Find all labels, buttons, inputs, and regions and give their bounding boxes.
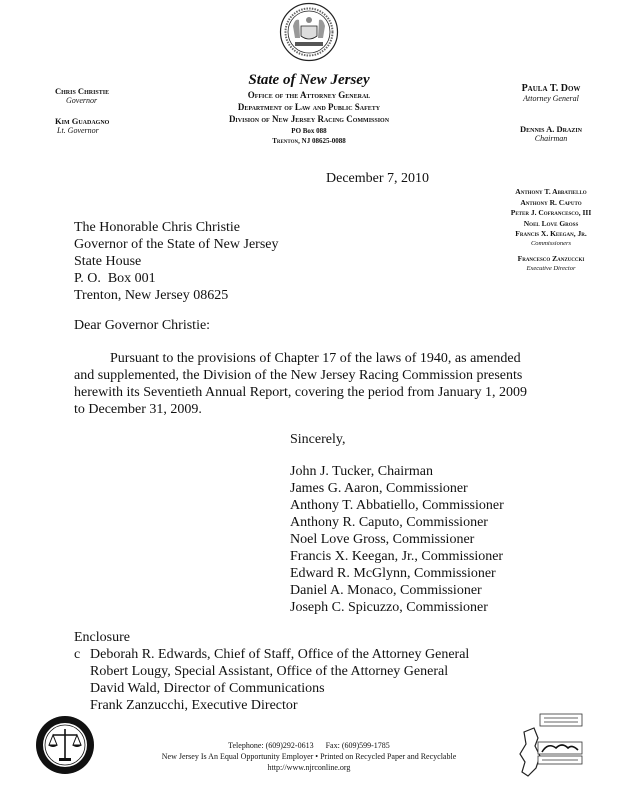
commissioners-list	[484, 187, 618, 248]
letterhead-division: Division of New Jersey Racing Commission	[228, 114, 390, 124]
executive-director-name: Francesco Zanzuccki	[517, 254, 585, 263]
address-line: Trenton, New Jersey 08625	[74, 288, 229, 303]
address-line: P. O. Box 001	[74, 271, 156, 286]
body-line: to December 31, 2009.	[74, 402, 202, 417]
governor-name: Chris Christie	[55, 86, 110, 96]
body-paragraph	[74, 350, 527, 418]
cc-marker: c	[74, 647, 81, 662]
signatory: John J. Tucker, Chairman	[290, 464, 433, 479]
commissioner-name: Peter J. Cofrancesco, III	[510, 208, 592, 217]
cc-recipient: David Wald, Director of Communications	[90, 681, 325, 696]
body-line: and supplemented, the Division of the New Jersey Racing Commission presents	[74, 368, 523, 383]
signatory: Daniel A. Monaco, Commissioner	[290, 583, 482, 598]
executive-director-block	[484, 254, 618, 273]
lt-governor-name: Kim Guadagno	[55, 116, 110, 126]
signatory: Francis X. Keegan, Jr., Commissioner	[290, 549, 504, 564]
address-line: The Honorable Chris Christie	[74, 220, 241, 235]
chairman-block	[484, 124, 618, 143]
address-line: Governor of the State of New Jersey	[74, 237, 279, 252]
signatory: Joseph C. Spicuzzo, Commissioner	[290, 600, 488, 615]
commissioners-role: Commissioners	[530, 239, 572, 247]
cc-list	[90, 646, 469, 714]
law-public-safety-seal	[35, 715, 95, 775]
lt-governor-block	[55, 116, 175, 135]
body-line: Pursuant to the provisions of Chapter 17 of the laws of 1940, as amended	[110, 351, 521, 366]
commissioner-name: Anthony T. Abbatiello	[515, 187, 587, 196]
letterhead-po-box: PO Box 088	[291, 127, 327, 135]
letterhead-state-title: State of New Jersey	[248, 72, 370, 88]
racing-commission-logo	[514, 712, 586, 784]
signatories-list	[290, 463, 504, 616]
cc-recipient: Robert Lougy, Special Assistant, Office of the Attorney General	[90, 664, 449, 679]
governor-block	[55, 86, 175, 105]
signatory: Edward R. McGlynn, Commissioner	[290, 566, 496, 581]
cc-recipient: Deborah R. Edwards, Chief of Staff, Office of the Attorney General	[90, 647, 470, 662]
executive-director-role: Executive Director	[526, 264, 576, 272]
commissioner-name: Noel Love Gross	[523, 218, 579, 228]
signatory: James G. Aaron, Commissioner	[290, 481, 468, 496]
chairman-role: Chairman	[534, 134, 568, 143]
footer-eoe: New Jersey Is An Equal Opportunity Employer • Printed on Recycled Paper and Recyclable	[161, 752, 457, 761]
signatory: Noel Love Gross, Commissioner	[290, 532, 475, 547]
address-line: State House	[74, 254, 142, 269]
lt-governor-role: Lt. Governor	[57, 126, 99, 135]
chairman-name: Dennis A. Drazin	[520, 124, 582, 134]
cc-recipient: Frank Zanzucchi, Executive Director	[90, 698, 298, 713]
recipient-address	[74, 219, 279, 304]
governor-role: Governor	[66, 96, 98, 105]
letterhead-department: Department of Law and Public Safety	[237, 102, 381, 112]
footer-url[interactable]: http://www.njrconline.org	[267, 763, 351, 772]
signatory: Anthony R. Caputo, Commissioner	[290, 515, 488, 530]
salutation: Dear Governor Christie:	[74, 318, 211, 333]
letter-date: December 7, 2010	[326, 171, 430, 186]
attorney-general-block	[484, 83, 618, 103]
enclosure-label: Enclosure	[74, 630, 130, 645]
body-line: herewith its Seventieth Annual Report, covering the period from January 1, 2009	[74, 385, 527, 400]
commissioner-name: Anthony R. Caputo	[520, 197, 582, 207]
commissioner-name: Francis X. Keegan, Jr.	[515, 229, 587, 238]
closing: Sincerely,	[290, 432, 346, 447]
state-seal	[279, 2, 339, 62]
footer-phones: Telephone: (609)292-0613 Fax: (609)599-1785	[228, 741, 390, 750]
signatory: Anthony T. Abbatiello, Commissioner	[290, 498, 504, 513]
attorney-general-name: Paula T. Dow	[521, 83, 581, 94]
letterhead-office: Office of the Attorney General	[247, 90, 371, 100]
attorney-general-role: Attorney General	[523, 94, 579, 103]
letterhead-city: Trenton, NJ 08625-0088	[272, 137, 346, 145]
